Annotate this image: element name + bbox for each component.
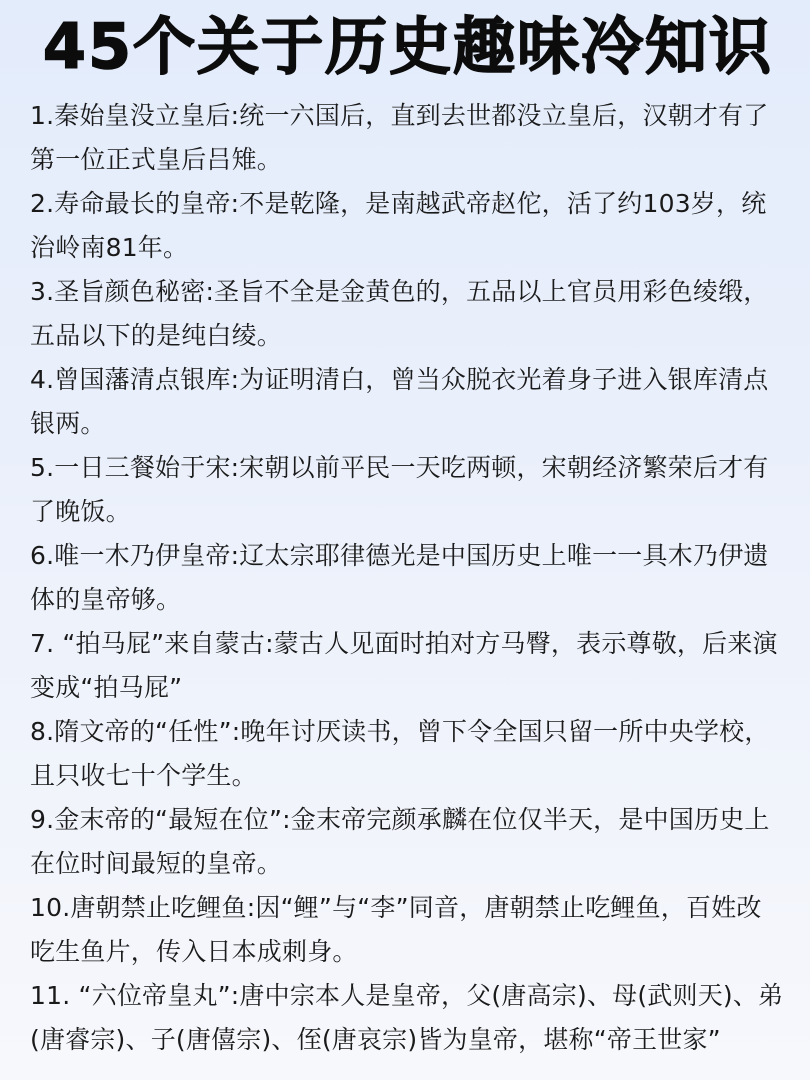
list-item: 3.圣旨颜色秘密:圣旨不全是金黄色的，五品以上官员用彩色绫缎，五品以下的是纯白绫。 [30, 277, 769, 350]
list-item: 4.曾国藩清点银库:为证明清白，曾当众脱衣光着身子进入银库清点银两。 [30, 365, 769, 438]
list-item: 9.金末帝的“最短在位”:金末帝完颜承麟在位仅半天，是中国历史上在位时间最短的皇帝。 [30, 805, 770, 878]
list-item: 10.唐朝禁止吃鲤鱼:因“鲤”与“李”同音，唐朝禁止吃鲤鱼，百姓改吃生鱼片，传入日本成刺身。 [30, 893, 762, 966]
list-item: 2.寿命最长的皇帝:不是乾隆，是南越武帝赵佗，活了约103岁，统治岭南81年。 [30, 189, 767, 262]
page-title: 45个关于历史趣味冷知识 [42, 10, 774, 83]
fact-list [30, 94, 786, 1062]
list-item: 11. “六位帝皇丸”:唐中宗本人是皇帝，父(唐高宗)、母(武则天)、弟(唐睿宗)、子(唐僖宗)、侄(唐哀宗)皆为皇帝，堪称“帝王世家” [30, 981, 784, 1054]
list-item: 8.隋文帝的“任性”:晚年讨厌读书，曾下令全国只留一所中央学校，且只收七十个学生。 [30, 717, 770, 790]
list-item: 7. “拍马屁”来自蒙古:蒙古人见面时拍对方马臀，表示尊敬，后来演变成“拍马屁” [30, 629, 778, 702]
list-item: 5.一日三餐始于宋:宋朝以前平民一天吃两顿，宋朝经济繁荣后才有了晚饭。 [30, 453, 769, 526]
list-item: 1.秦始皇没立皇后:统一六国后，直到去世都没立皇后，汉朝才有了第一位正式皇后吕雉。 [30, 101, 769, 174]
list-item: 6.唯一木乃伊皇帝:辽太宗耶律德光是中国历史上唯一一具木乃伊遗体的皇帝够。 [30, 541, 769, 614]
